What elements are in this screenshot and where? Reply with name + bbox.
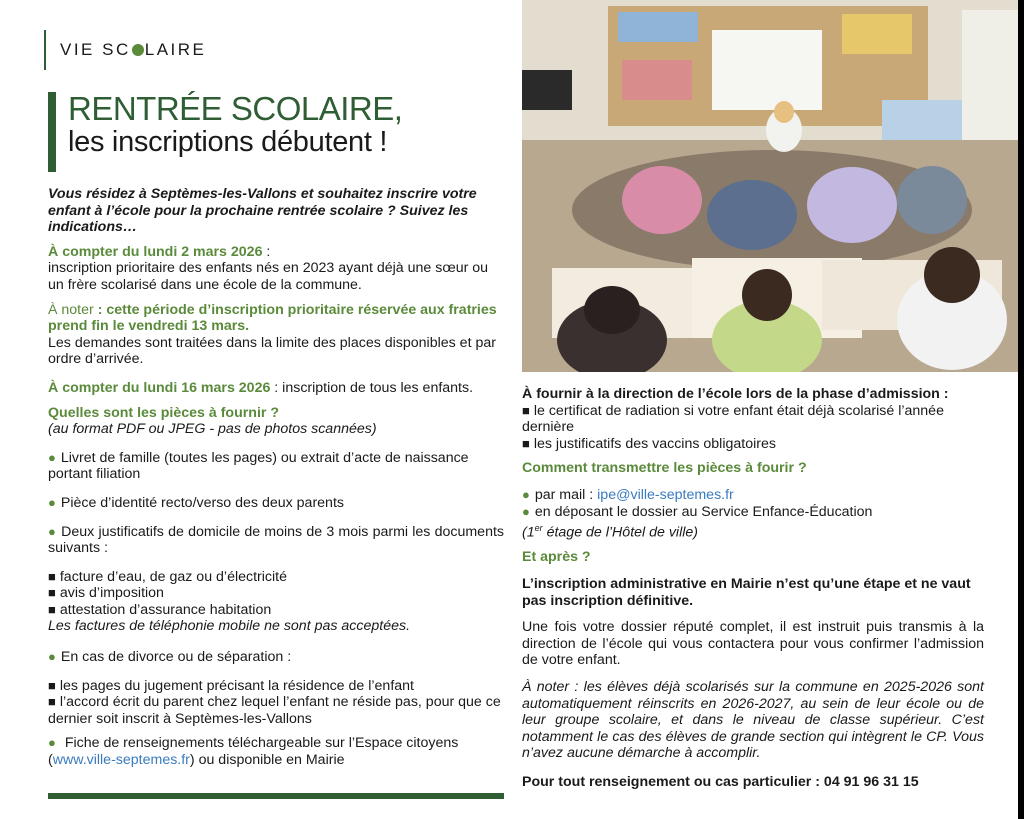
fiche-text-end: ) ou disponible en Mairie [189, 752, 345, 769]
depot-text: ● en déposant le dossier au Service Enfance-Éducation [522, 504, 984, 521]
email-link[interactable]: ipe@ville-septemes.fr [597, 486, 734, 503]
section-header [44, 30, 206, 70]
pieces-divorce: ● En cas de divorce ou de séparation : [48, 649, 504, 666]
etage-rest: étage de l’Hôtel de ville) [542, 524, 699, 541]
note1-block [48, 302, 504, 368]
march16-heading: À compter du lundi 16 mars 2026 [48, 379, 271, 396]
fiche-text-start: Fiche de renseignements téléchargeable sur l’Espace citoyens ( [48, 735, 459, 769]
apres-note: À noter : les élèves déjà scolarisés sur la commune en 2025-2026 sont automatiquement réinscrits en 2026-2027, au sein de leur école ou de leur groupe scolaire, et dans le niveau de classe supérieur. C’est notamment le cas des élèves de grande section qui intègrent le CP. Vous n’avez aucune démarche à accomplir. [522, 679, 984, 762]
apres-heading: Et après ? [522, 549, 591, 566]
pieces-heading: Quelles sont les pièces à fournir ? [48, 404, 280, 421]
list-item-accord: ■ l’accord écrit du parent chez lequel l’enfant ne réside pas, pour que ce dernier soit inscrit à Septèmes-les-Vallons [48, 694, 504, 727]
section-label [60, 40, 206, 60]
classroom-photo-illustration [522, 0, 1024, 372]
list-item-vaccins: ■ les justificatifs des vaccins obligatoires [522, 436, 984, 453]
classroom-photo [522, 0, 1024, 372]
list-item-avis: ■ avis d’imposition [48, 585, 504, 602]
march2-colon: : [262, 243, 271, 260]
transmettre-heading: Comment transmettre les pièces à fourir ? [522, 460, 807, 477]
note1-heading: : cette période d’inscription prioritaire réservée aux fratries prend fin le vendredi 13 mars. [48, 301, 497, 335]
pieces-format: (au format PDF ou JPEG - pas de photos scannées) [48, 421, 377, 438]
divorce-list [48, 678, 504, 728]
section-label-start: VIE SC [60, 40, 131, 59]
list-item-certificat: ■ le certificat de radiation si votre enfant était déjà scolarisé l’année dernière [522, 403, 984, 436]
section-label-end: LAIRE [144, 40, 207, 59]
march2-heading: À compter du lundi 2 mars 2026 [48, 243, 263, 260]
bottom-divider [48, 793, 504, 799]
list-item-assurance: ■ attestation d’assurance habitation [48, 602, 504, 619]
mobile-note: Les factures de téléphonie mobile ne sont pas acceptées. [48, 618, 411, 635]
page-subtitle: les inscriptions débutent ! [68, 126, 388, 158]
apres-bold: L’inscription administrative en Mairie n’est qu’une étape et ne vaut pas inscription définitive. [522, 576, 971, 609]
march16-text: : inscription de tous les enfants. [270, 379, 474, 396]
website-link[interactable]: www.ville-septemes.fr [52, 752, 190, 769]
admission-heading: À fournir à la direction de l’école lors de la phase d’admission : [522, 386, 949, 402]
section-divider [44, 30, 46, 70]
list-item-facture: ■ facture d’eau, de gaz ou d’électricité [48, 569, 504, 586]
pieces-fiche [48, 735, 504, 768]
march2-block [48, 244, 504, 294]
etage-text [522, 520, 984, 541]
march16-block [48, 380, 504, 397]
list-item-jugement: ■ les pages du jugement précisant la résidence de l’enfant [48, 678, 504, 695]
pieces-domicile: ● Deux justificatifs de domicile de moins de 3 mois parmi les documents suivants : [48, 524, 504, 557]
dot-o-icon [132, 44, 144, 56]
mail-label: par mail : [534, 486, 598, 503]
note1-text: Les demandes sont traitées dans la limite des places disponibles et par ordre d’arrivée. [48, 334, 496, 368]
etage-number: (1 [522, 524, 535, 541]
domicile-list [48, 569, 504, 635]
intro-text: Vous résidez à Septèmes-les-Vallons et souhaitez inscrire votre enfant à l’école pour la prochaine rentrée scolaire ? Suivez les indications… [48, 186, 477, 236]
pieces-block [48, 405, 504, 438]
pieces-identite: ● Pièce d’identité recto/verso des deux parents [48, 495, 504, 512]
title-accent-bar [48, 92, 56, 172]
page-edge [1018, 0, 1024, 819]
title-block [48, 92, 402, 176]
left-column [48, 186, 504, 769]
note1-prefix: À noter [48, 301, 94, 318]
transmettre-block [522, 487, 984, 542]
contact-line: Pour tout renseignement ou cas particulier : 04 91 96 31 15 [522, 774, 919, 791]
right-column [522, 386, 984, 791]
page-title: RENTRÉE SCOLAIRE, [68, 90, 403, 127]
admission-block [522, 386, 984, 452]
march2-text: inscription prioritaire des enfants nés en 2023 ayant déjà une sœur ou un frère scolarisé dans une école de la commune. [48, 260, 489, 293]
pieces-livret: ● Livret de famille (toutes les pages) ou extrait d’acte de naissance portant filiation [48, 450, 504, 483]
etage-superscript: er [534, 523, 543, 534]
apres-text: Une fois votre dossier réputé complet, il est instruit puis transmis à la direction de l’école qui vous contactera pour vous confirmer l’admission de votre enfant. [522, 619, 984, 669]
